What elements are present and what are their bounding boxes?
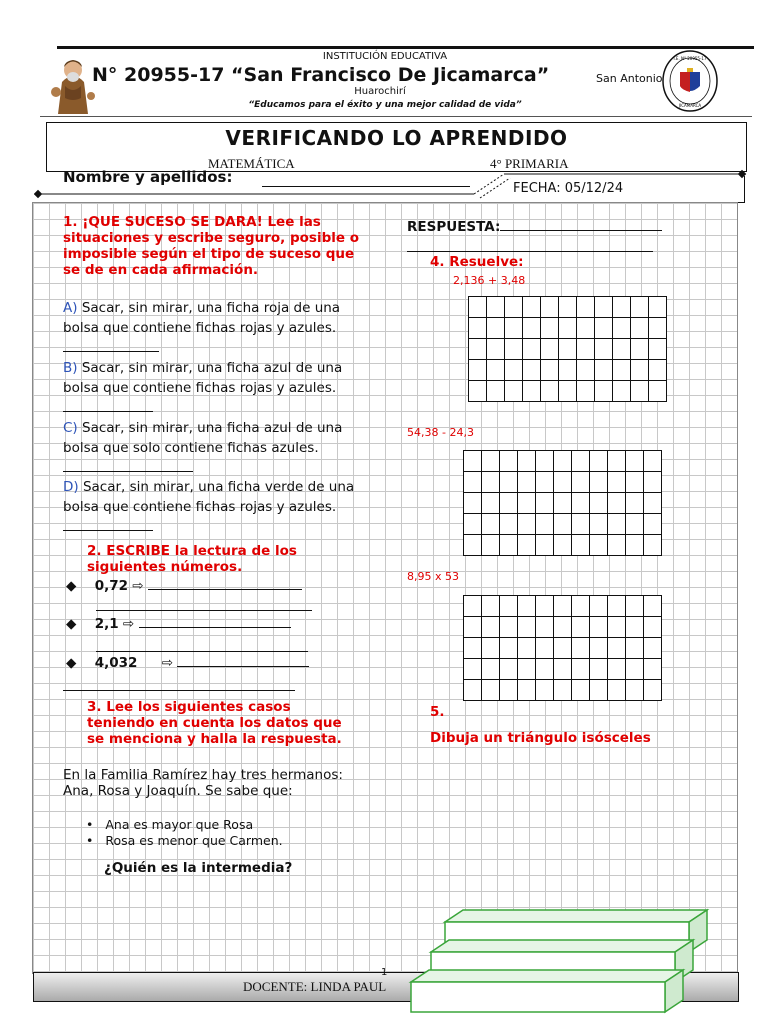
section4-heading: 4. Resuelve:: [430, 254, 524, 270]
school-name: N° 20955-17 “San Francisco De Jicamarca”: [92, 64, 550, 86]
grid-cell[interactable]: [649, 297, 667, 318]
grid-cell[interactable]: [500, 493, 518, 514]
grid-cell[interactable]: [482, 472, 500, 493]
grid-cell[interactable]: [590, 680, 608, 701]
grid-cell[interactable]: [536, 535, 554, 556]
grid-cell[interactable]: [536, 617, 554, 638]
number-2: 2,1: [94, 616, 119, 632]
grid-cell[interactable]: [590, 535, 608, 556]
grid-cell[interactable]: [482, 493, 500, 514]
grid-cell[interactable]: [505, 360, 523, 381]
grid-cell[interactable]: [541, 297, 559, 318]
item-d-letter: D): [63, 479, 79, 495]
grid-cell[interactable]: [577, 381, 595, 402]
grid-row: [464, 617, 662, 638]
grid-cell[interactable]: [536, 638, 554, 659]
grid-cell[interactable]: [577, 339, 595, 360]
subject-label: MATEMÁTICA: [208, 156, 295, 171]
answer-label: RESPUESTA:: [407, 219, 501, 235]
grid-cell[interactable]: [572, 514, 590, 535]
grid-cell[interactable]: [572, 535, 590, 556]
grid-cell[interactable]: [541, 339, 559, 360]
grid-cell[interactable]: [572, 680, 590, 701]
grid-cell[interactable]: [644, 472, 662, 493]
grid-cell[interactable]: [500, 638, 518, 659]
grid-cell[interactable]: [590, 451, 608, 472]
district-label: Huarochirí: [354, 86, 406, 97]
grid-cell[interactable]: [500, 451, 518, 472]
grade-label: 4° PRIMARIA: [490, 156, 569, 171]
section5-instruction: Dibuja un triángulo isósceles: [430, 730, 651, 746]
grid-cell[interactable]: [554, 596, 572, 617]
number-1-answer-line-2[interactable]: [96, 610, 312, 611]
item-d-answer-line[interactable]: [63, 530, 153, 531]
grid-cell[interactable]: [518, 596, 536, 617]
institution-label: INSTITUCIÓN EDUCATIVA: [322, 51, 448, 62]
grid-cell[interactable]: [613, 318, 631, 339]
grid-cell[interactable]: [595, 381, 613, 402]
saint-illustration-icon: [48, 52, 98, 114]
grid-cell[interactable]: [482, 451, 500, 472]
number-2-answer-line[interactable]: [139, 627, 291, 628]
grid-cell[interactable]: [464, 596, 482, 617]
operation-2-grid[interactable]: [463, 450, 662, 556]
grid-cell[interactable]: [536, 493, 554, 514]
grid-cell[interactable]: [518, 617, 536, 638]
grid-cell[interactable]: [469, 318, 487, 339]
grid-row: [469, 339, 667, 360]
section2-heading: 2. ESCRIBE la lectura de los siguientes números.: [87, 543, 297, 575]
grid-cell[interactable]: [595, 318, 613, 339]
grid-cell[interactable]: [626, 535, 644, 556]
grid-cell[interactable]: [595, 297, 613, 318]
item-b: [63, 358, 363, 418]
grid-cell[interactable]: [626, 596, 644, 617]
grid-cell[interactable]: [505, 339, 523, 360]
grid-cell[interactable]: [541, 360, 559, 381]
grid-cell[interactable]: [464, 451, 482, 472]
grid-cell[interactable]: [464, 659, 482, 680]
grid-cell[interactable]: [554, 659, 572, 680]
grid-cell[interactable]: [505, 318, 523, 339]
grid-cell[interactable]: [577, 318, 595, 339]
grid-cell[interactable]: [595, 360, 613, 381]
grid-cell[interactable]: [464, 535, 482, 556]
grid-cell[interactable]: [554, 514, 572, 535]
grid-cell[interactable]: [644, 514, 662, 535]
number-2-answer-line-2[interactable]: [96, 651, 308, 652]
item-c-answer-line[interactable]: [63, 471, 193, 472]
grid-row: [464, 659, 662, 680]
answer-line-2[interactable]: [407, 251, 653, 252]
teacher-label: DOCENTE: LINDA PAUL: [243, 979, 387, 994]
grid-cell[interactable]: [626, 680, 644, 701]
grid-cell[interactable]: [518, 472, 536, 493]
section5-number: 5.: [430, 704, 445, 720]
grid-cell[interactable]: [644, 680, 662, 701]
grid-cell[interactable]: [608, 493, 626, 514]
grid-cell[interactable]: [518, 514, 536, 535]
grid-cell[interactable]: [482, 680, 500, 701]
grid-cell[interactable]: [613, 381, 631, 402]
grid-cell[interactable]: [487, 381, 505, 402]
grid-cell[interactable]: [590, 472, 608, 493]
operation-3-label: 8,95 x 53: [407, 570, 459, 583]
operation-1-label: 2,136 + 3,48: [453, 274, 526, 287]
grid-cell[interactable]: [626, 659, 644, 680]
grid-cell[interactable]: [554, 680, 572, 701]
grid-cell[interactable]: [608, 514, 626, 535]
grid-cell[interactable]: [644, 493, 662, 514]
grid-cell[interactable]: [469, 339, 487, 360]
grid-row: [464, 638, 662, 659]
bullet-item-2: • Rosa es menor que Carmen.: [86, 833, 283, 848]
grid-cell[interactable]: [523, 318, 541, 339]
date-label: FECHA: 05/12/24: [513, 181, 624, 196]
grid-row: [469, 297, 667, 318]
grid-cell[interactable]: [500, 617, 518, 638]
name-label: Nombre y apellidos:: [63, 168, 233, 186]
grid-cell[interactable]: [541, 381, 559, 402]
number-3-answer-line[interactable]: [177, 666, 309, 667]
school-seal-icon: [662, 50, 718, 112]
grid-cell[interactable]: [469, 297, 487, 318]
operation-2-label: 54,38 - 24,3: [407, 426, 474, 439]
grid-cell[interactable]: [500, 659, 518, 680]
grid-cell[interactable]: [500, 472, 518, 493]
grid-cell[interactable]: [608, 680, 626, 701]
arrow-right-icon: ⇨: [122, 616, 135, 632]
grid-cell[interactable]: [613, 297, 631, 318]
grid-cell[interactable]: [559, 381, 577, 402]
grid-cell[interactable]: [482, 638, 500, 659]
grid-cell[interactable]: [559, 297, 577, 318]
grid-cell[interactable]: [505, 297, 523, 318]
svg-text:I.E. N° 20955-17: I.E. N° 20955-17: [673, 56, 707, 61]
grid-row: [469, 360, 667, 381]
grid-cell[interactable]: [644, 451, 662, 472]
grid-cell[interactable]: [464, 493, 482, 514]
grid-cell[interactable]: [505, 381, 523, 402]
grid-cell[interactable]: [572, 493, 590, 514]
item-a-letter: A): [63, 300, 78, 316]
header-top-rule: [57, 46, 754, 49]
grid-cell[interactable]: [572, 596, 590, 617]
item-d: [63, 477, 363, 537]
operation-1-grid[interactable]: [468, 296, 667, 402]
number-row-3: [66, 653, 309, 673]
number-1-answer-line[interactable]: [148, 589, 302, 590]
section3-heading: 3. Lee los siguientes casos teniendo en cuenta los datos que se menciona y halla la respuesta.: [87, 699, 342, 747]
grid-cell[interactable]: [523, 360, 541, 381]
grid-cell[interactable]: [469, 381, 487, 402]
grid-cell[interactable]: [572, 659, 590, 680]
grid-cell[interactable]: [559, 339, 577, 360]
grid-cell[interactable]: [590, 514, 608, 535]
item-c: [63, 418, 363, 478]
grid-cell[interactable]: [523, 297, 541, 318]
grid-cell[interactable]: [649, 360, 667, 381]
grid-cell[interactable]: [469, 360, 487, 381]
header-bottom-rule: [40, 116, 752, 117]
grid-cell[interactable]: [608, 638, 626, 659]
grid-cell[interactable]: [644, 638, 662, 659]
grid-cell[interactable]: [523, 381, 541, 402]
grid-cell[interactable]: [631, 318, 649, 339]
grid-cell[interactable]: [649, 318, 667, 339]
section3-question: ¿Quién es la intermedia?: [104, 860, 293, 876]
item-b-answer-line[interactable]: [63, 411, 153, 412]
grid-cell[interactable]: [487, 297, 505, 318]
grid-cell[interactable]: [572, 617, 590, 638]
number-3: 4,032: [94, 655, 138, 671]
item-b-letter: B): [63, 360, 78, 376]
grid-cell[interactable]: [559, 318, 577, 339]
grid-cell[interactable]: [554, 472, 572, 493]
grid-cell[interactable]: [536, 680, 554, 701]
grid-row: [469, 318, 667, 339]
grid-cell[interactable]: [518, 493, 536, 514]
grid-cell[interactable]: [536, 451, 554, 472]
section1-heading: 1. ¡QUE SUCESO SE DARA! Lee las situaciones y escribe seguro, posible o imposible según el tipo de suceso que se de en cada afirmación.: [63, 214, 359, 278]
grid-cell[interactable]: [518, 451, 536, 472]
grid-cell[interactable]: [518, 535, 536, 556]
grid-cell[interactable]: [464, 472, 482, 493]
page-title: VERIFICANDO LO APRENDIDO: [225, 126, 568, 150]
answer-line[interactable]: [500, 230, 662, 231]
grid-cell[interactable]: [464, 638, 482, 659]
grid-cell[interactable]: [608, 617, 626, 638]
grid-cell[interactable]: [518, 659, 536, 680]
grid-cell[interactable]: [608, 659, 626, 680]
grid-cell[interactable]: [464, 617, 482, 638]
page-number: 1: [381, 967, 388, 978]
grid-cell[interactable]: [518, 638, 536, 659]
grid-cell[interactable]: [613, 360, 631, 381]
item-c-text: Sacar, sin mirar, una ficha azul de una bolsa que solo contiene fichas azules.: [63, 420, 343, 456]
arrow-right-icon: ⇨: [132, 578, 144, 594]
grid-cell[interactable]: [541, 318, 559, 339]
arrow-right-icon: ⇨: [161, 655, 173, 671]
grid-cell[interactable]: [487, 339, 505, 360]
svg-text:JICAMARCA: JICAMARCA: [678, 103, 702, 108]
grid-cell[interactable]: [572, 638, 590, 659]
diamond-bullet-icon: ◆: [66, 616, 77, 632]
grid-cell[interactable]: [464, 680, 482, 701]
grid-cell[interactable]: [464, 514, 482, 535]
grid-cell[interactable]: [631, 360, 649, 381]
grid-cell[interactable]: [536, 472, 554, 493]
item-d-text: Sacar, sin mirar, una ficha verde de una bolsa que contiene fichas rojas y azules.: [63, 479, 355, 515]
operation-3-grid[interactable]: [463, 595, 662, 701]
grid-cell[interactable]: [559, 360, 577, 381]
grid-cell[interactable]: [644, 596, 662, 617]
item-a-text: Sacar, sin mirar, una ficha roja de una bolsa que contiene fichas rojas y azules.: [63, 300, 341, 336]
grid-cell[interactable]: [608, 535, 626, 556]
grid-cell[interactable]: [518, 680, 536, 701]
number-3-answer-line-2[interactable]: [63, 690, 295, 691]
grid-cell[interactable]: [626, 514, 644, 535]
grid-cell[interactable]: [536, 596, 554, 617]
number-1: 0,72: [94, 578, 128, 594]
grid-cell[interactable]: [644, 535, 662, 556]
grid-cell[interactable]: [626, 451, 644, 472]
grid-cell[interactable]: [554, 535, 572, 556]
grid-cell[interactable]: [554, 617, 572, 638]
item-a-answer-line[interactable]: [63, 351, 159, 352]
grid-row: [464, 680, 662, 701]
answer-row: [407, 219, 662, 235]
diamond-bullet-icon: ◆: [66, 578, 77, 594]
grid-cell[interactable]: [536, 659, 554, 680]
grid-row: [464, 514, 662, 535]
grid-row: [464, 596, 662, 617]
section3-bullets: [86, 817, 283, 849]
grid-cell[interactable]: [554, 493, 572, 514]
city-label: San Antonio: [596, 72, 663, 85]
grid-cell[interactable]: [572, 451, 590, 472]
grid-cell[interactable]: [482, 659, 500, 680]
grid-cell[interactable]: [554, 451, 572, 472]
grid-cell[interactable]: [523, 339, 541, 360]
grid-cell[interactable]: [500, 680, 518, 701]
grid-cell[interactable]: [577, 297, 595, 318]
grid-cell[interactable]: [613, 339, 631, 360]
grid-cell[interactable]: [590, 659, 608, 680]
grid-cell[interactable]: [590, 638, 608, 659]
item-a: [63, 298, 363, 358]
grid-cell[interactable]: [631, 381, 649, 402]
grid-row: [464, 535, 662, 556]
grid-cell[interactable]: [554, 638, 572, 659]
grid-cell[interactable]: [482, 617, 500, 638]
grid-cell[interactable]: [577, 360, 595, 381]
grid-cell[interactable]: [482, 596, 500, 617]
grid-cell[interactable]: [626, 638, 644, 659]
grid-cell[interactable]: [626, 493, 644, 514]
grid-cell[interactable]: [590, 617, 608, 638]
grid-cell[interactable]: [644, 659, 662, 680]
item-b-text: Sacar, sin mirar, una ficha azul de una bolsa que contiene fichas rojas y azules.: [63, 360, 343, 396]
item-c-letter: C): [63, 420, 78, 436]
grid-cell[interactable]: [572, 472, 590, 493]
grid-row: [464, 472, 662, 493]
grid-cell[interactable]: [626, 617, 644, 638]
grid-cell[interactable]: [500, 535, 518, 556]
grid-cell[interactable]: [590, 596, 608, 617]
grid-cell[interactable]: [536, 514, 554, 535]
grid-cell[interactable]: [487, 318, 505, 339]
grid-cell[interactable]: [631, 297, 649, 318]
grid-cell[interactable]: [649, 339, 667, 360]
grid-row: [469, 381, 667, 402]
grid-cell[interactable]: [631, 339, 649, 360]
number-row-1: [66, 576, 302, 596]
grid-row: [464, 451, 662, 472]
grid-cell[interactable]: [487, 360, 505, 381]
grid-row: [464, 493, 662, 514]
grid-cell[interactable]: [626, 472, 644, 493]
grid-cell[interactable]: [608, 451, 626, 472]
grid-cell[interactable]: [500, 514, 518, 535]
grid-cell[interactable]: [500, 596, 518, 617]
grid-cell[interactable]: [590, 493, 608, 514]
grid-cell[interactable]: [482, 535, 500, 556]
diamond-bullet-icon: ◆: [66, 655, 77, 671]
bullet-item-1: • Ana es mayor que Rosa: [86, 817, 254, 832]
school-slogan: “Educamos para el éxito y una mejor calidad de vida”: [248, 100, 522, 110]
grid-cell[interactable]: [482, 514, 500, 535]
section3-intro: En la Familia Ramírez hay tres hermanos: Ana, Rosa y Joaquín. Se sabe que:: [63, 767, 343, 799]
grid-cell[interactable]: [649, 381, 667, 402]
grid-cell[interactable]: [644, 617, 662, 638]
grid-cell[interactable]: [608, 472, 626, 493]
number-row-2: [66, 614, 291, 634]
grid-cell[interactable]: [608, 596, 626, 617]
grid-cell[interactable]: [595, 339, 613, 360]
stacked-boxes-decoration: [405, 906, 715, 1018]
